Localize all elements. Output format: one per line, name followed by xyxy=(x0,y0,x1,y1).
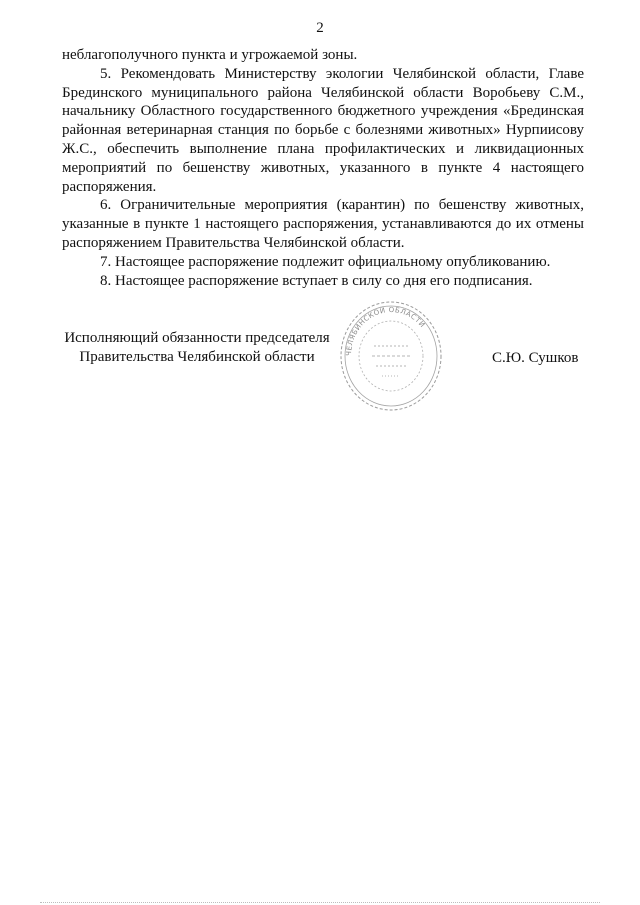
bottom-edge-rule xyxy=(40,902,600,903)
paragraph-item-8: 8. Настоящее распоряжение вступает в силу со дня его подписания. xyxy=(100,272,533,289)
document-body xyxy=(62,46,584,290)
signatory-title xyxy=(62,329,332,367)
paragraph-item-5: 5. Рекомендовать Министерству экологии Челябинской области, Главе Брединского муниципального района Челябинской области Воробьеву С.М., начальнику Областного государственного бюджетного учреждения «Брединская районная ветеринарная станция по борьбе с болезнями животных» Нурпиисову Ж.С., обеспечить выполнение плана профилактических и ликвидационных мероприятий по бешенству животных, указанного в пункте 4 настоящего распоряжения. xyxy=(62,65,584,195)
signatory-title-line-1: Исполняющий обязанности председателя xyxy=(64,330,330,346)
signatory-name: С.Ю. Сушков xyxy=(492,350,579,366)
paragraph-item-6: 6. Ограничительные мероприятия (карантин) по бешенству животных, указанные в пункте 1 настоящего распоряжения, устанавливаются до их отмены распоряжением Правительства Челябинской области. xyxy=(62,197,584,251)
page-number: 2 xyxy=(316,20,324,36)
seal-graphic xyxy=(336,296,446,416)
seal-ring-text: ЧЕЛЯБИНСКОЙ ОБЛАСТИ xyxy=(344,305,427,357)
paragraph-continuation: неблагополучного пункта и угрожаемой зоны. xyxy=(62,47,358,63)
signatory-title-line-2: Правительства Челябинской области xyxy=(79,349,315,365)
paragraph-item-7: 7. Настоящее распоряжение подлежит официальному опубликованию. xyxy=(100,253,551,270)
official-seal xyxy=(336,296,446,416)
